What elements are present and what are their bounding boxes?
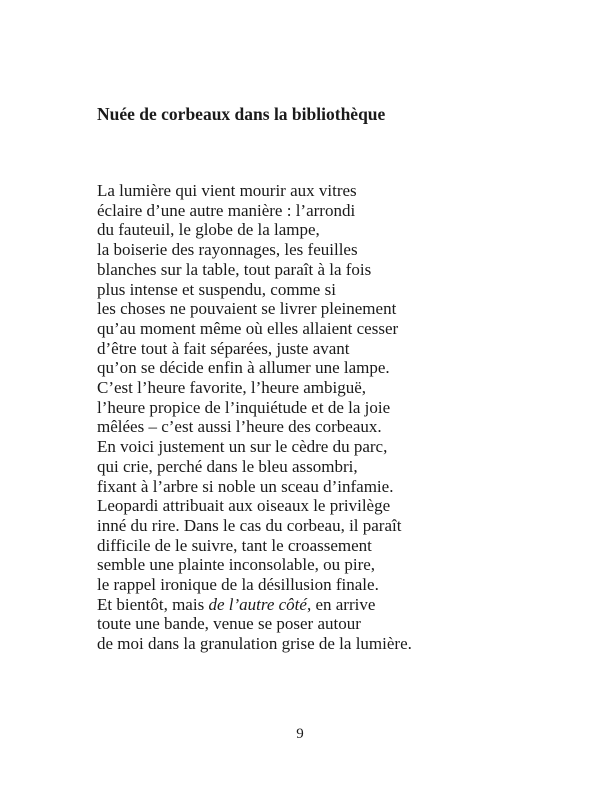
poem-line: qu’au moment même où elles allaient cesser <box>97 318 399 338</box>
poem-line: d’être tout à fait séparées, juste avant <box>97 338 350 358</box>
poem-title: Nuée de corbeaux dans la bibliothèque <box>97 104 386 124</box>
poem-line: les choses ne pouvaient se livrer pleinement <box>97 299 397 319</box>
poem-line: semble une plainte inconsolable, ou pire, <box>97 555 376 575</box>
poem-line: difficile de le suivre, tant le croassement <box>97 535 372 555</box>
poem-line: qu’on se décide enfin à allumer une lampe. <box>97 358 390 378</box>
poem-line: toute une bande, venue se poser autour <box>97 614 361 634</box>
poem-line: Leopardi attribuait aux oiseaux le privilège <box>97 496 391 516</box>
poem-line: La lumière qui vient mourir aux vitres <box>97 181 357 200</box>
poem-line: qui crie, perché dans le bleu assombri, <box>97 456 358 476</box>
poem-line: l’heure propice de l’inquiétude et de la joie <box>97 397 391 417</box>
poem-line: inné du rire. Dans le cas du corbeau, il paraît <box>97 515 402 535</box>
poem-line: C’est l’heure favorite, l’heure ambiguë, <box>97 378 367 398</box>
line-text: Et bientôt, mais <box>97 594 209 614</box>
italic-phrase: de l’autre côté <box>208 594 307 614</box>
poem-line: la boiserie des rayonnages, les feuilles <box>97 240 358 260</box>
poem-line: du fauteuil, le globe de la lampe, <box>97 220 320 240</box>
line-text: , en arrive <box>306 594 376 614</box>
page-number: 9 <box>296 726 304 742</box>
poem-line: le rappel ironique de la désillusion finale. <box>97 575 379 595</box>
poem-body <box>97 181 412 654</box>
poem-line: blanches sur la table, tout paraît à la fois <box>97 259 372 279</box>
poem-line: de moi dans la granulation grise de la lumière. <box>97 634 412 654</box>
poem-line <box>97 595 412 615</box>
poem-line: En voici justement un sur le cèdre du parc, <box>97 437 388 457</box>
poem-line: mêlées – c’est aussi l’heure des corbeaux. <box>97 417 382 437</box>
poem-line: plus intense et suspendu, comme si <box>97 279 336 299</box>
poem-line: éclaire d’une autre manière : l’arrondi <box>97 200 356 220</box>
poem-line: fixant à l’arbre si noble un sceau d’infamie. <box>97 476 394 496</box>
